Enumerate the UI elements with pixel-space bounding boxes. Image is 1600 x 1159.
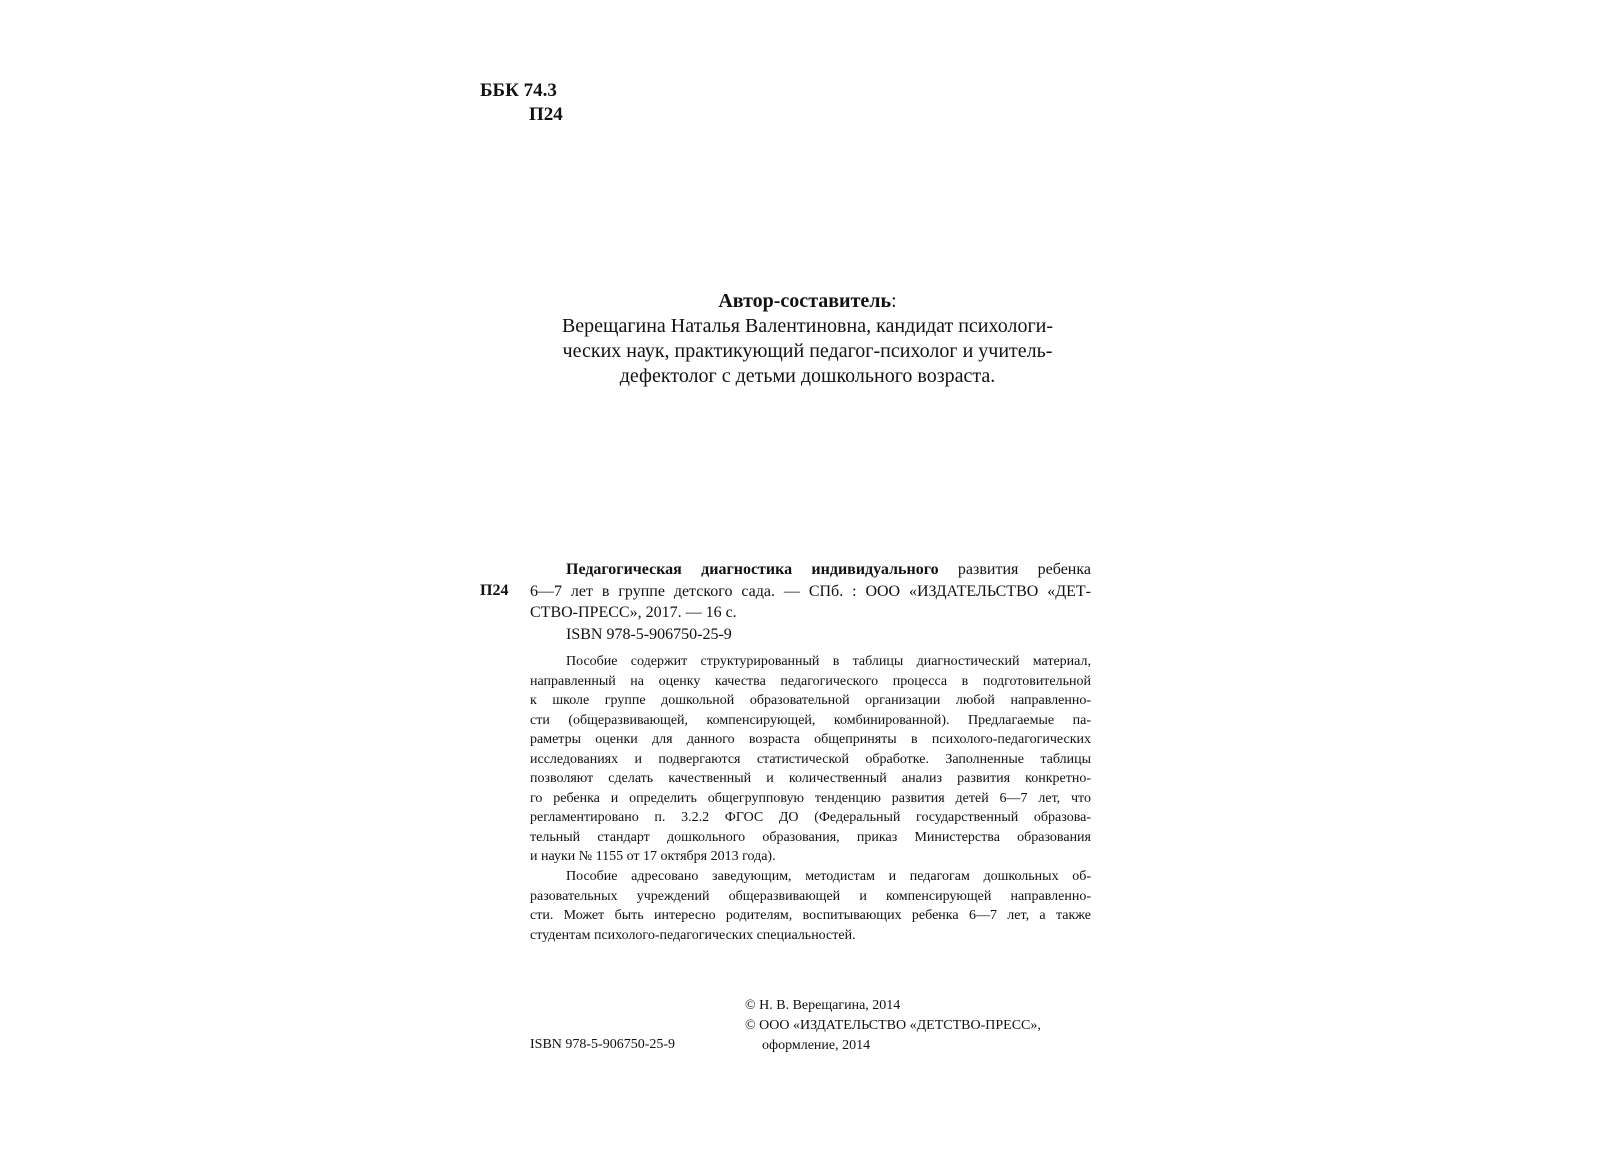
author-heading-line [480, 289, 1135, 314]
copyright-design: оформление, 2014 [762, 1038, 871, 1053]
bib-isbn: ISBN 978-5-906750-25-9 [566, 625, 732, 643]
bib-line: 6—7 лет в группе детского сада. — СПб. : ООО «ИЗДАТЕЛЬСТВО «ДЕТ- [530, 582, 1091, 600]
bib-title-bold: Педагогическая диагностика индивидуального [566, 561, 939, 578]
author-heading-colon: : [891, 290, 897, 312]
bib-title-line [530, 559, 1091, 581]
author-line: Верещагина Наталья Валентиновна, кандидат психологи- [561, 315, 1054, 337]
abstract-line: тельный стандарт дошкольного образования, приказ Министерства образования [530, 829, 1091, 845]
abstract-line: направленный на оценку качества педагогического процесса в подготовительной [530, 673, 1091, 689]
author-block [480, 289, 1135, 389]
abstract-line: Пособие адресовано заведующим, методистам и педагогам дошкольных об- [566, 869, 1091, 884]
copyright-author: © Н. В. Верещагина, 2014 [745, 998, 901, 1013]
abstract-line: сти. Может быть интересно родителям, воспитывающих ребенка 6—7 лет, а также [530, 908, 1091, 923]
abstract-paragraph-1 [530, 652, 1091, 867]
author-line: дефектолог с детьми дошкольного возраста. [619, 365, 996, 387]
abstract-line: и науки № 1155 от 17 октября 2013 года). [530, 849, 776, 864]
bib-description [530, 559, 1091, 645]
abstract-paragraph-2 [530, 867, 1091, 945]
author-line: ческих наук, практикующий педагог-психолог и учитель- [562, 340, 1053, 362]
abstract-line: позволяют сделать качественный и количественный анализ развития конкретно- [530, 771, 1091, 786]
abstract-line: исследованиях и подвергаются статистической обработке. Заполненные таблицы [530, 751, 1091, 767]
abstract-line: раметры оценки для данного возраста общеприняты в психолого-педагогических [530, 732, 1091, 747]
bib-line: СТВО-ПРЕСС», 2017. — 16 с. [530, 604, 737, 621]
abstract-line: к школе группе дошкольной образовательной организации любой направленно- [530, 693, 1091, 708]
copyright-publisher: © ООО «ИЗДАТЕЛЬСТВО «ДЕТСТВО-ПРЕСС», [745, 1018, 1041, 1033]
bbk-code: ББК 74.3 [480, 80, 557, 101]
abstract-line: разовательных учреждений общеразвивающей и компенсирующей направленно- [530, 888, 1091, 904]
abstract-line: го ребенка и определить общегрупповую тенденцию развития детей 6—7 лет, что [530, 790, 1091, 806]
abstract-line: Пособие содержит структурированный в таблицы диагностический материал, [566, 654, 1091, 669]
bib-index: П24 [480, 582, 509, 599]
abstract-line: сти (общеразвивающей, компенсирующей, комбинированной). Предлагаемые па- [530, 712, 1091, 728]
author-heading: Автор-составитель [718, 290, 892, 312]
copyright-isbn: ISBN 978-5-906750-25-9 [530, 1037, 676, 1052]
abstract-line: студентам психолого-педагогических специальностей. [530, 927, 856, 943]
bib-title-rest: развития ребенка [957, 561, 1092, 578]
bbk-index: П24 [529, 104, 563, 125]
abstract-line: регламентировано п. 3.2.2 ФГОС ДО (Федеральный государственный образова- [530, 810, 1091, 825]
